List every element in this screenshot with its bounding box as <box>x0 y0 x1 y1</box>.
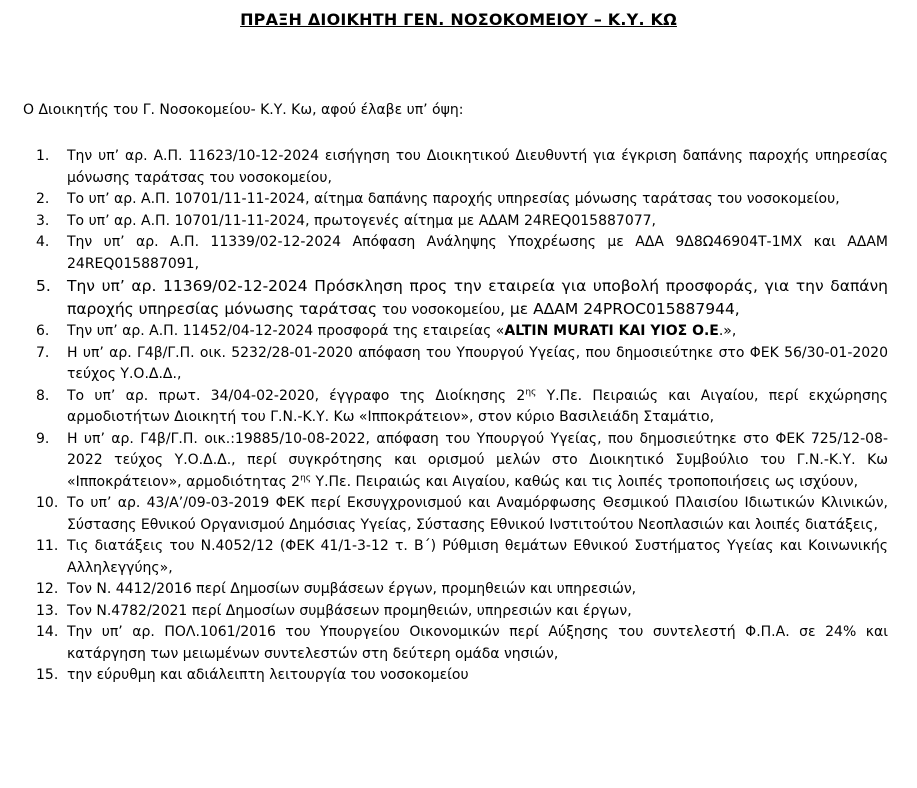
item-number: 14. <box>36 624 59 640</box>
list-item <box>22 189 888 211</box>
list-item <box>22 275 888 321</box>
item-text: Την υπ’ αρ. Α.Π. 11339/02-12-2024 Απόφαση Ανάληψης Υποχρέωσης με ΑΔΑ 9Δ8Ω46904Τ-1ΜΧ και ΑΔΑΜ 24REQ015887091, <box>67 234 888 272</box>
list-item <box>22 493 888 536</box>
list-item <box>22 601 888 623</box>
list-item <box>22 622 888 665</box>
item-text: Την υπ’ αρ. Α.Π. 11623/10-12-2024 εισήγηση του Διοικητικού Διευθυντή για έγκριση δαπάνης παροχής υπηρεσίας μόνωσης ταράτσας του νοσοκομείου, <box>67 148 888 186</box>
item-text: του νοσοκομείου <box>381 301 501 318</box>
item-number: 15. <box>36 667 59 683</box>
list-item <box>22 343 888 386</box>
item-text: την εύρυθμη και αδιάλειπτη λειτουργία του νοσοκομείου <box>67 667 469 683</box>
item-number: 10. <box>36 495 59 511</box>
item-text: Τον Ν. 4412/2016 περί Δημοσίων συμβάσεων έργων, προμηθειών και υπηρεσιών, <box>67 581 637 597</box>
list-item <box>22 321 888 343</box>
item-text: Την υπ’ αρ. 11369/02-12-2024 Πρόσκληση προς την εταιρεία για υποβολή προσφοράς, για την δαπάνη παροχής υπηρεσίας μόνωσης ταράτσας <box>67 277 888 318</box>
list-item <box>22 232 888 275</box>
item-number: 8. <box>36 387 50 404</box>
item-text: Την υπ’ αρ. Α.Π. 11452/04-12-2024 προσφορά της εταιρείας « <box>67 323 505 339</box>
item-text: Το υπ’ αρ. Α.Π. 10701/11-11-2024, αίτημα δαπάνης παροχής υπηρεσίας μόνωσης ταράτσας του νοσοκομείου, <box>67 191 840 207</box>
item-text: , με ΑΔΑΜ 24PROC015887944, <box>500 299 740 318</box>
list-item <box>22 665 888 687</box>
item-number: 6. <box>36 323 50 339</box>
item-text: Υ.Πε. Πειραιώς και Αιγαίου, περί εκχώρησης αρμοδιοτήτων Διοικητή του Γ.Ν.-Κ.Υ. Κω «Ιπποκράτειον», στον κύριο Βασιλειάδη Σταμάτιο, <box>67 387 888 425</box>
list-item <box>22 536 888 579</box>
item-number: 7. <box>36 344 50 361</box>
document-title: ΠΡΑΞΗ ΔΙΟΙΚΗΤΗ ΓΕΝ. ΝΟΣΟΚΟΜΕΙΟΥ – Κ.Υ. ΚΩ <box>240 10 677 29</box>
item-text: Το υπ’ αρ. Α.Π. 10701/11-11-2024, πρωτογενές αίτημα με ΑΔΑΜ 24REQ015887077, <box>67 212 656 229</box>
ordinal-suffix: ης <box>300 472 312 483</box>
list-item <box>22 429 888 494</box>
intro-text: Ο Διοικητής του Γ. Νοσοκομείου- Κ.Υ. Κω, αφού έλαβε υπ’ όψη: <box>23 102 464 118</box>
item-text: Η υπ’ αρ. Γ4β/Γ.Π. οικ.:19885/10-08-2022, απόφαση του Υπουργού Υγείας, που δημοσιεύτηκε στο ΦΕΚ 725/12-08-2022 τεύχος Υ.Ο.Δ.Δ., περί συγκρότησης και ορισμού μελών στο Διοικητικό Συμβούλιο του Γ.Ν.-Κ.Υ. Κω «Ιπποκράτειον», αρμοδιότητας 2 <box>67 430 888 490</box>
list-item <box>22 146 888 189</box>
item-text: Τις διατάξεις του Ν.4052/12 (ΦΕΚ 41/1-3-12 τ. Β΄) Ρύθμιση θεμάτων Εθνικού Συστήματος Υγείας και Κοινωνικής Αλληλεγγύης», <box>67 538 888 576</box>
item-number: 9. <box>36 430 50 447</box>
ordinal-suffix: ης <box>525 386 537 397</box>
item-text: Το υπ’ αρ. 43/Α’/09-03-2019 ΦΕΚ περί Εκσυγχρονισμού και Αναμόρφωσης Θεσμικού Πλαισίου Ιδιωτικών Κλινικών, Σύστασης Εθνικού Οργανισμού Δημόσιας Υγείας, Σύστασης Εθνικού Ινστιτούτου Νεοπλασιών και λοιπές διατάξεις, <box>67 495 888 533</box>
company-name: ALTIN MURATI ΚΑΙ ΥΙΟΣ Ο.Ε <box>504 323 719 339</box>
item-number: 11. <box>36 538 59 554</box>
item-number: 4. <box>36 234 50 250</box>
item-text: Υ.Πε. Πειραιώς και Αιγαίου, καθώς και τις λοιπές τροποποιήσεις ως ισχύουν, <box>311 473 859 490</box>
item-number: 2. <box>36 191 50 207</box>
item-text: Το υπ’ αρ. πρωτ. 34/04-02-2020, έγγραφο της Διοίκησης 2 <box>67 387 526 404</box>
list-item <box>22 211 888 233</box>
list-item <box>22 386 888 429</box>
item-text: Τον Ν.4782/2021 περί Δημοσίων συμβάσεων προμηθειών, υπηρεσιών και έργων, <box>67 602 632 619</box>
item-number: 5. <box>36 277 51 295</box>
item-text: .», <box>718 323 737 339</box>
item-number: 3. <box>36 212 50 229</box>
considerations-list <box>22 146 888 687</box>
item-number: 1. <box>36 148 50 164</box>
item-text: Την υπ’ αρ. ΠΟΛ.1061/2016 του Υπουργείου Οικονομικών περί Αύξησης του συντελεστή Φ.Π.Α. σε 24% και κατάργηση των μειωμένων συντελεστών στη δεύτερη ομάδα νησιών, <box>67 624 888 662</box>
item-text: Η υπ’ αρ. Γ4β/Γ.Π. οικ. 5232/28-01-2020 απόφαση του Υπουργού Υγείας, που δημοσιεύτηκε στο ΦΕΚ 56/30-01-2020 τεύχος Υ.Ο.Δ.Δ., <box>67 344 888 382</box>
item-number: 12. <box>36 581 59 597</box>
list-item <box>22 579 888 601</box>
item-number: 13. <box>36 602 59 619</box>
